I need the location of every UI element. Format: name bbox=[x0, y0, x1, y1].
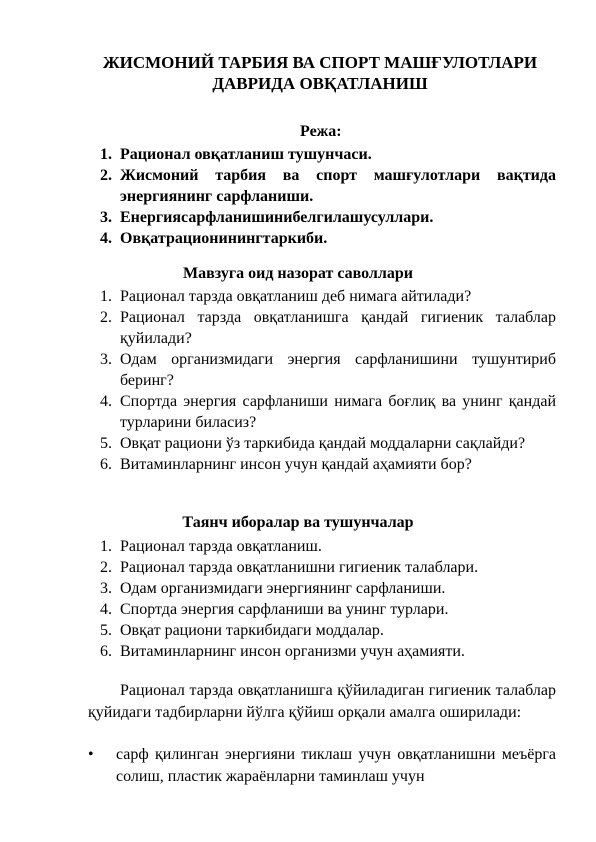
document-title bbox=[70, 52, 570, 94]
plan-item: 1. Рационал овқатланиш тушунчаси. bbox=[100, 146, 372, 163]
question-item: 1. Рационал тарзда овқатланиш деб нимага айтилади? bbox=[100, 288, 472, 305]
body-paragraph: Рационал тарзда овқатланишга қўйиладиган гигиеник талаблар қуйидаги тадбирларни йўлга қўйиш орқали амалга оширилади: bbox=[88, 682, 556, 721]
term-item: 3. Одам организмидаги энергиянинг сарфланиши. bbox=[100, 580, 446, 597]
plan-heading: Режа: bbox=[300, 123, 342, 140]
question-item: 6. Витаминларнинг инсон учун қандай аҳамияти бор? bbox=[100, 456, 472, 473]
plan-list bbox=[0, 144, 596, 249]
plan-item: 4. Овқатрационинингтаркиби. bbox=[100, 230, 328, 247]
terms-heading: Таянч иборалар ва тушунчалар bbox=[182, 514, 414, 531]
term-item: 1. Рационал тарзда овқатланиш. bbox=[100, 538, 322, 555]
term-item: 2. Рационал тарзда овқатланишни гигиеник талаблари. bbox=[100, 559, 479, 576]
plan-item: 2. Жисмоний тарбия ва спорт машғулотлари вақтида энергиянинг сарфланиши. bbox=[100, 167, 556, 205]
questions-list bbox=[0, 286, 596, 475]
bullet-icon: • bbox=[88, 746, 94, 763]
question-item: 3. Одам организмидаги энергия сарфланишини тушунтириб беринг? bbox=[100, 351, 556, 389]
bullet-list-item bbox=[88, 744, 556, 788]
question-item: 2. Рационал тарзда овқатланишга қандай гигиеник талаблар қуйилади? bbox=[100, 309, 556, 347]
plan-item: 3. Енергиясарфланишинибелгилашусуллари. bbox=[100, 209, 434, 226]
title-line-2: ДАВРИДА ОВҚАТЛАНИШ bbox=[212, 74, 428, 93]
question-item: 4. Спортда энергия сарфланиши нимага боғлиқ ва унинг қандай турларини биласиз? bbox=[100, 393, 556, 431]
bullet-text: сарф қилинган энергияни тиклаш учун овқатланишни меъёрга солиш, пластик жараёнларни таминлаш учун bbox=[116, 746, 556, 785]
terms-list bbox=[0, 536, 596, 662]
questions-heading: Мавзуга оид назорат саволлари bbox=[183, 265, 413, 282]
title-line-1: ЖИСМОНИЙ ТАРБИЯ ВА СПОРТ МАШҒУЛОТЛАРИ bbox=[102, 53, 538, 72]
term-item: 6. Витаминларнинг инсон организми учун аҳамияти. bbox=[100, 643, 465, 660]
term-item: 5. Овқат рациони таркибидаги моддалар. bbox=[100, 622, 384, 639]
question-item: 5. Овқат рациони ўз таркибида қандай моддаларни сақлайди? bbox=[100, 435, 526, 452]
term-item: 4. Спортда энергия сарфланиши ва унинг турлари. bbox=[100, 601, 449, 618]
